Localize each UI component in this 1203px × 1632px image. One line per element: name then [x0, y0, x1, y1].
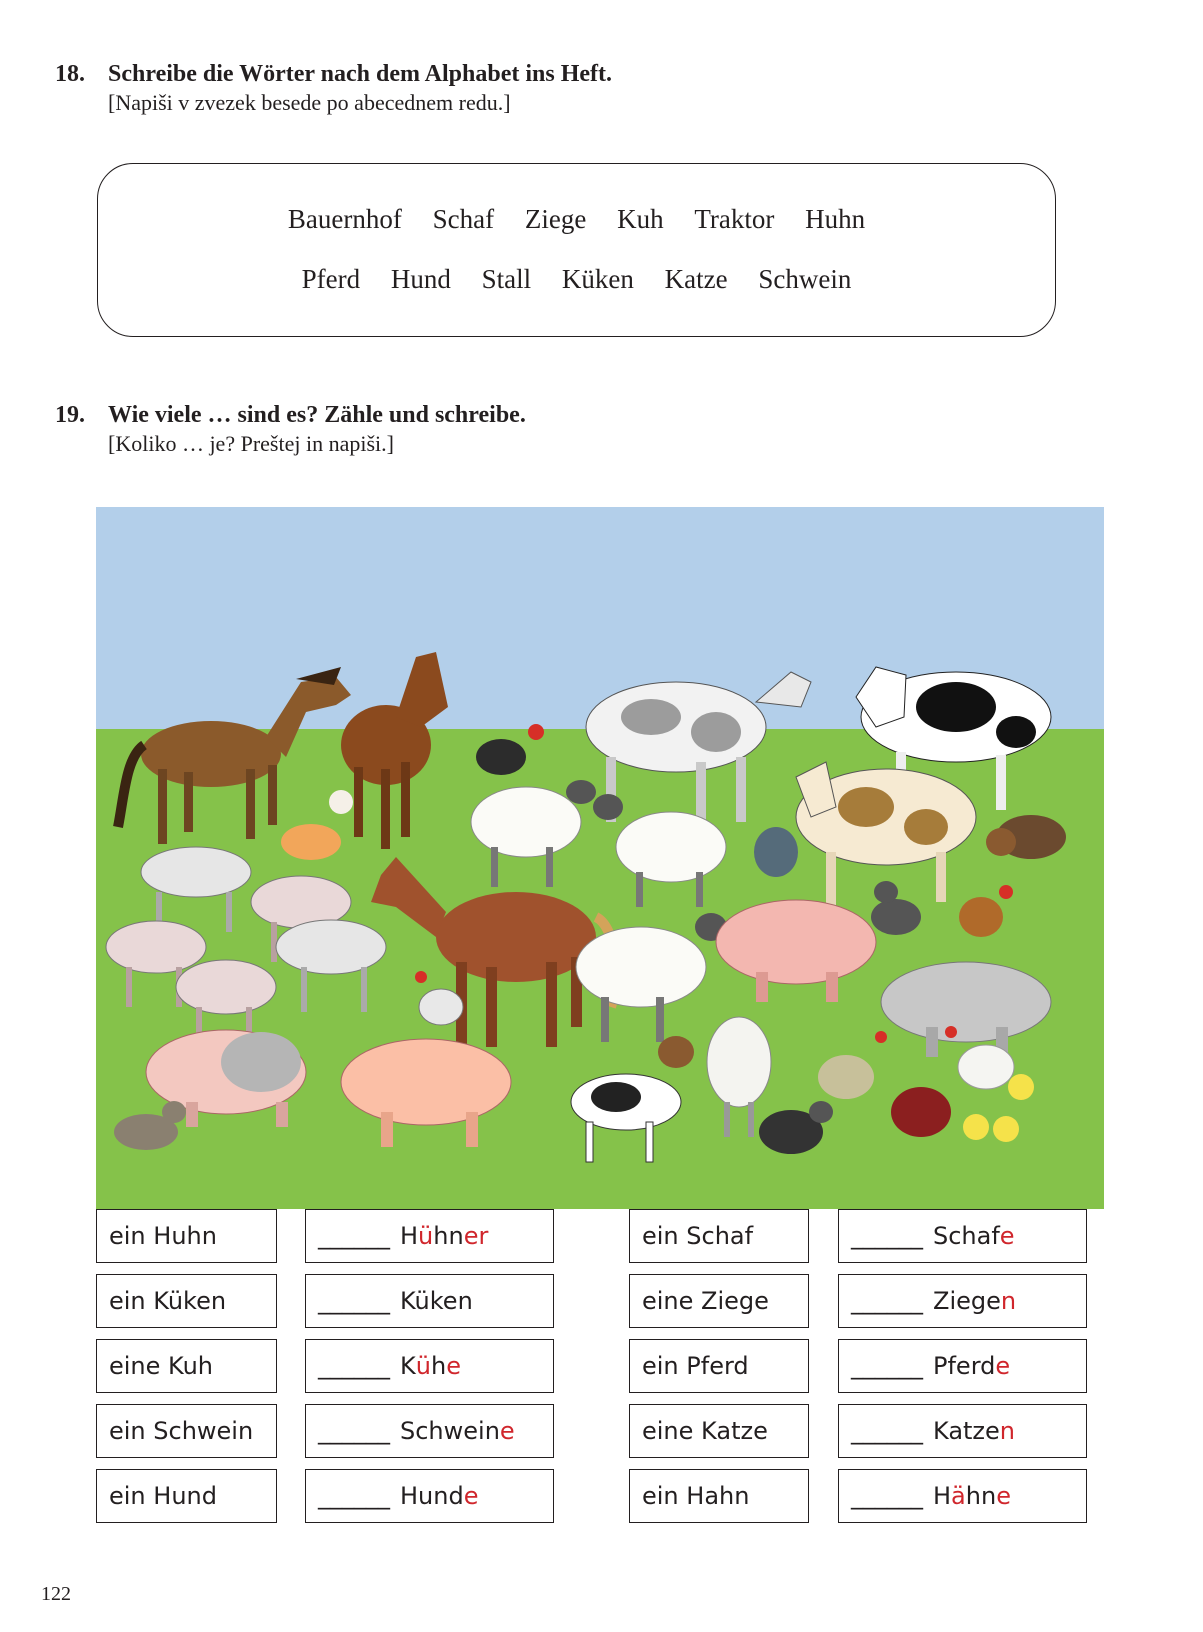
answer-blank[interactable]: ______ [318, 1482, 390, 1510]
plural-highlight: ü [415, 1352, 431, 1380]
word: Hund [390, 264, 451, 294]
hen-icon [891, 1087, 951, 1137]
singular-cell [96, 1209, 277, 1263]
singular-cell [629, 1339, 809, 1393]
word: Bauernhof [287, 204, 402, 234]
plural-answer-cell[interactable] [305, 1274, 554, 1328]
plural-text: Schwein [400, 1417, 500, 1445]
task-18-title [55, 59, 612, 89]
word: Schwein [758, 264, 852, 294]
word: Traktor [694, 204, 775, 234]
singular-label: ein Huhn [109, 1222, 217, 1250]
plural-answer-cell[interactable] [305, 1469, 554, 1523]
plural-answer-cell[interactable] [305, 1404, 554, 1458]
plural-highlight: e [995, 1352, 1011, 1380]
word-box [97, 163, 1056, 337]
task-18-number: 18. [55, 61, 85, 87]
plural-text: hn [965, 1482, 997, 1510]
plural-highlight: e [499, 1417, 515, 1445]
word: Katze [664, 264, 728, 294]
plural-text: H [933, 1482, 952, 1510]
plural-highlight: n [1000, 1287, 1017, 1315]
singular-label: ein Hahn [642, 1482, 750, 1510]
plural-text: Hund [400, 1482, 464, 1510]
plural-answer-cell[interactable] [838, 1339, 1087, 1393]
chick-icon [993, 1116, 1019, 1142]
task-18-instruction: Schreibe die Wörter nach dem Alphabet ins Heft. [108, 61, 612, 87]
answer-blank[interactable]: ______ [851, 1417, 923, 1445]
farm-scene-svg [96, 507, 1104, 1209]
plural-text: K [400, 1352, 416, 1380]
plural-highlight: er [463, 1222, 489, 1250]
singular-cell [96, 1404, 277, 1458]
word: Küken [561, 264, 634, 294]
task-18-translation: [Napiši v zvezek besede po abecednem redu.] [108, 90, 511, 115]
plural-text: Küken [400, 1287, 473, 1315]
singular-label: eine Kuh [109, 1352, 214, 1380]
word: Pferd [301, 264, 361, 294]
task-18-header [55, 59, 612, 117]
word-row-2 [98, 264, 1055, 295]
page-number: 122 [41, 1583, 71, 1605]
answer-blank[interactable]: ______ [851, 1482, 923, 1510]
singular-cell [96, 1339, 277, 1393]
rooster-icon [754, 827, 798, 877]
task-19-title [55, 400, 526, 430]
singular-label: eine Katze [642, 1417, 768, 1445]
plural-answer-cell[interactable] [838, 1404, 1087, 1458]
plural-highlight: e [463, 1482, 479, 1510]
plural-highlight: e [999, 1222, 1015, 1250]
chick-icon [963, 1114, 989, 1140]
singular-cell [629, 1469, 809, 1523]
plural-highlight: e [996, 1482, 1011, 1510]
singular-cell [629, 1274, 809, 1328]
singular-label: ein Küken [109, 1287, 227, 1315]
word: Schaf [432, 204, 495, 234]
answer-blank[interactable]: ______ [851, 1222, 923, 1250]
plural-highlight: e [446, 1352, 461, 1380]
singular-label: ein Hund [109, 1482, 217, 1510]
plural-answer-cell[interactable] [305, 1339, 554, 1393]
singular-cell [629, 1404, 809, 1458]
plural-text: h [430, 1352, 447, 1380]
plural-text: Ziege [933, 1287, 1001, 1315]
answer-blank[interactable]: ______ [851, 1287, 923, 1315]
plural-answer-cell[interactable] [838, 1274, 1087, 1328]
answer-blank[interactable]: ______ [318, 1417, 390, 1445]
singular-label: ein Schaf [642, 1222, 754, 1250]
plural-text: Schaf [933, 1222, 1000, 1250]
task-19-translation: [Koliko … je? Preštej in napiši.] [108, 431, 394, 456]
answer-blank[interactable]: ______ [318, 1287, 390, 1315]
singular-label: eine Ziege [642, 1287, 769, 1315]
word: Kuh [617, 204, 664, 234]
chick-icon [1008, 1074, 1034, 1100]
plural-answer-cell[interactable] [305, 1209, 554, 1263]
plural-highlight: ä [951, 1482, 966, 1510]
word-row-1 [98, 204, 1055, 235]
plural-text: hn [433, 1222, 464, 1250]
singular-label: ein Schwein [109, 1417, 254, 1445]
singular-label: ein Pferd [642, 1352, 749, 1380]
word: Ziege [524, 204, 587, 234]
plural-highlight: ü [418, 1222, 434, 1250]
answer-blank[interactable]: ______ [318, 1222, 390, 1250]
farm-illustration [96, 507, 1104, 1209]
plural-text: Katze [933, 1417, 1000, 1445]
singular-cell [629, 1209, 809, 1263]
plural-text: H [400, 1222, 419, 1250]
task-19-instruction: Wie viele … sind es? Zähle und schreibe. [108, 402, 526, 428]
word: Stall [481, 264, 532, 294]
plural-answer-cell[interactable] [838, 1469, 1087, 1523]
plural-answer-cell[interactable] [838, 1209, 1087, 1263]
singular-cell [96, 1274, 277, 1328]
task-19-header [55, 400, 526, 458]
singular-cell [96, 1469, 277, 1523]
word: Huhn [805, 204, 866, 234]
plural-highlight: n [999, 1417, 1016, 1445]
task-19-number: 19. [55, 402, 85, 428]
plural-text: Pferd [933, 1352, 996, 1380]
answer-blank[interactable]: ______ [318, 1352, 390, 1380]
answer-blank[interactable]: ______ [851, 1352, 923, 1380]
